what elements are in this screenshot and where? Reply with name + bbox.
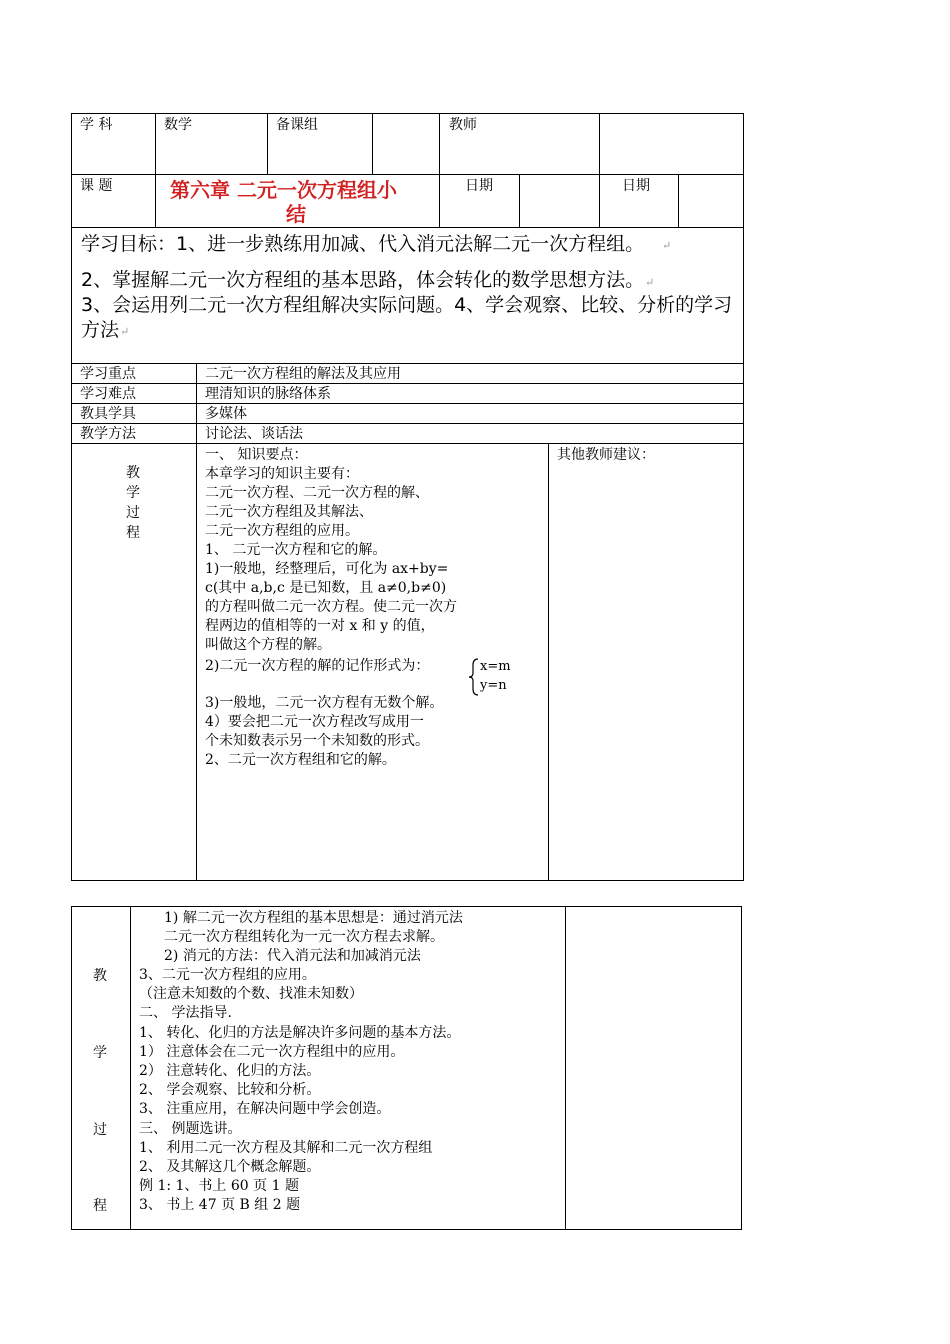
process-label-char: 学 xyxy=(126,485,140,501)
process-label-char: 教 xyxy=(126,465,140,481)
content-line: 3、二元一次方程组的应用。 xyxy=(139,967,316,983)
content-line: 3)一般地，二元一次方程有无数个解。 xyxy=(205,695,444,711)
content-line: （注意未知数的个数、找准未知数） xyxy=(139,986,363,1002)
content-line: 二元一次方程组及其解法、 xyxy=(205,504,373,520)
row-label-focus: 学习重点 xyxy=(80,366,136,382)
row-value-focus: 二元一次方程组的解法及其应用 xyxy=(205,366,401,382)
subject-label: 学 科 xyxy=(80,117,113,133)
date-label-2: 日期 xyxy=(622,178,650,194)
objective-line-3: 3、会运用列二元一次方程组解决实际问题。4、学会观察、比较、分析的学习 xyxy=(81,294,733,316)
row-value-method: 讨论法、谈话法 xyxy=(205,426,303,442)
brace-icon xyxy=(468,658,480,696)
process-label-char: 程 xyxy=(93,1198,107,1214)
content-line: 二元一次方程、二元一次方程的解、 xyxy=(205,485,429,501)
row-value-difficulty: 理清知识的脉络体系 xyxy=(205,386,331,402)
objective-line-4: 方法 xyxy=(81,319,120,341)
row-label-method: 教学方法 xyxy=(80,426,136,442)
content-line: c(其中 a,b,c 是已知数，且 a≠0,b≠0) xyxy=(205,580,447,596)
row-label-difficulty: 学习难点 xyxy=(80,386,136,402)
teacher-label: 教师 xyxy=(449,117,477,133)
date-label-1: 日期 xyxy=(465,178,493,194)
paragraph-mark-icon: ↵ xyxy=(645,276,655,289)
content-line: 2) 消元的方法：代入消元法和加减消元法 xyxy=(164,948,421,964)
content-line: 本章学习的知识主要有： xyxy=(205,466,359,482)
content-line: 2、 学会观察、比较和分析。 xyxy=(139,1082,321,1098)
content-line: 一、 知识要点： xyxy=(205,447,308,463)
paragraph-mark-icon: ↵ xyxy=(120,325,130,338)
content-line: 2） 注意转化、化归的方法。 xyxy=(139,1063,321,1079)
content-line: 二元一次方程组的应用。 xyxy=(205,523,359,539)
row-value-tools: 多媒体 xyxy=(205,406,247,422)
content-line: 1)一般地，经整理后，可化为 ax+by= xyxy=(205,561,449,577)
content-line: 1） 注意体会在二元一次方程组中的应用。 xyxy=(139,1044,405,1060)
content-line: 3、 书上 47 页 B 组 2 题 xyxy=(139,1197,301,1213)
process-label-char: 过 xyxy=(126,505,140,521)
brace-y-value: y=n xyxy=(480,678,507,693)
content-line: 2)二元一次方程的解的记作形式为： xyxy=(205,658,430,674)
brace-x-value: x=m xyxy=(480,659,511,674)
content-line: 例 1: 1、书上 60 页 1 题 xyxy=(139,1178,299,1194)
content-line: 三、 例题选讲。 xyxy=(139,1121,242,1137)
objective-line-2: 2、掌握解二元一次方程组的基本思路，体会转化的数学思想方法。 xyxy=(81,269,645,291)
content-line: 1、 利用二元一次方程及其解和二元一次方程组 xyxy=(139,1140,433,1156)
process-label-char: 过 xyxy=(93,1122,107,1138)
content-line: 的方程叫做二元一次方程。使二元一次方 xyxy=(205,599,457,615)
content-line: 叫做这个方程的解。 xyxy=(205,637,331,653)
content-line: 4）要会把二元一次方程改写成用一 xyxy=(205,714,424,730)
process-label-char: 程 xyxy=(126,525,140,541)
group-label: 备课组 xyxy=(276,117,318,133)
content-line: 程两边的值相等的一对 x 和 y 的值， xyxy=(205,618,435,634)
topic-title-line2: 结 xyxy=(286,202,306,226)
objective-line-1: 学习目标：1、进一步熟练用加减、代入消元法解二元一次方程组。 xyxy=(81,233,645,255)
content-line: 2、二元一次方程组和它的解。 xyxy=(205,752,396,768)
process-label-char: 学 xyxy=(93,1045,107,1061)
content-line: 二、 学法指导. xyxy=(139,1005,232,1021)
process-label-char: 教 xyxy=(93,968,107,984)
suggestion-label: 其他教师建议： xyxy=(557,447,655,463)
paragraph-mark-icon: ↵ xyxy=(662,239,672,252)
content-line: 1、 转化、化归的方法是解决许多问题的基本方法。 xyxy=(139,1025,461,1041)
subject-value: 数学 xyxy=(164,117,192,133)
row-label-tools: 教具学具 xyxy=(80,406,136,422)
topic-label: 课 题 xyxy=(80,178,113,194)
content-line: 2、 及其解这几个概念解题。 xyxy=(139,1159,321,1175)
content-line: 二元一次方程组转化为一元一次方程去求解。 xyxy=(164,929,444,945)
content-line: 个未知数表示另一个未知数的形式。 xyxy=(205,733,429,749)
content-line: 3、 注重应用，在解决问题中学会创造。 xyxy=(139,1101,391,1117)
content-line: 1) 解二元一次方程组的基本思想是：通过消元法 xyxy=(164,910,463,926)
content-line: 1、 二元一次方程和它的解。 xyxy=(205,542,387,558)
topic-title-line1: 第六章 二元一次方程组小 xyxy=(170,178,397,202)
